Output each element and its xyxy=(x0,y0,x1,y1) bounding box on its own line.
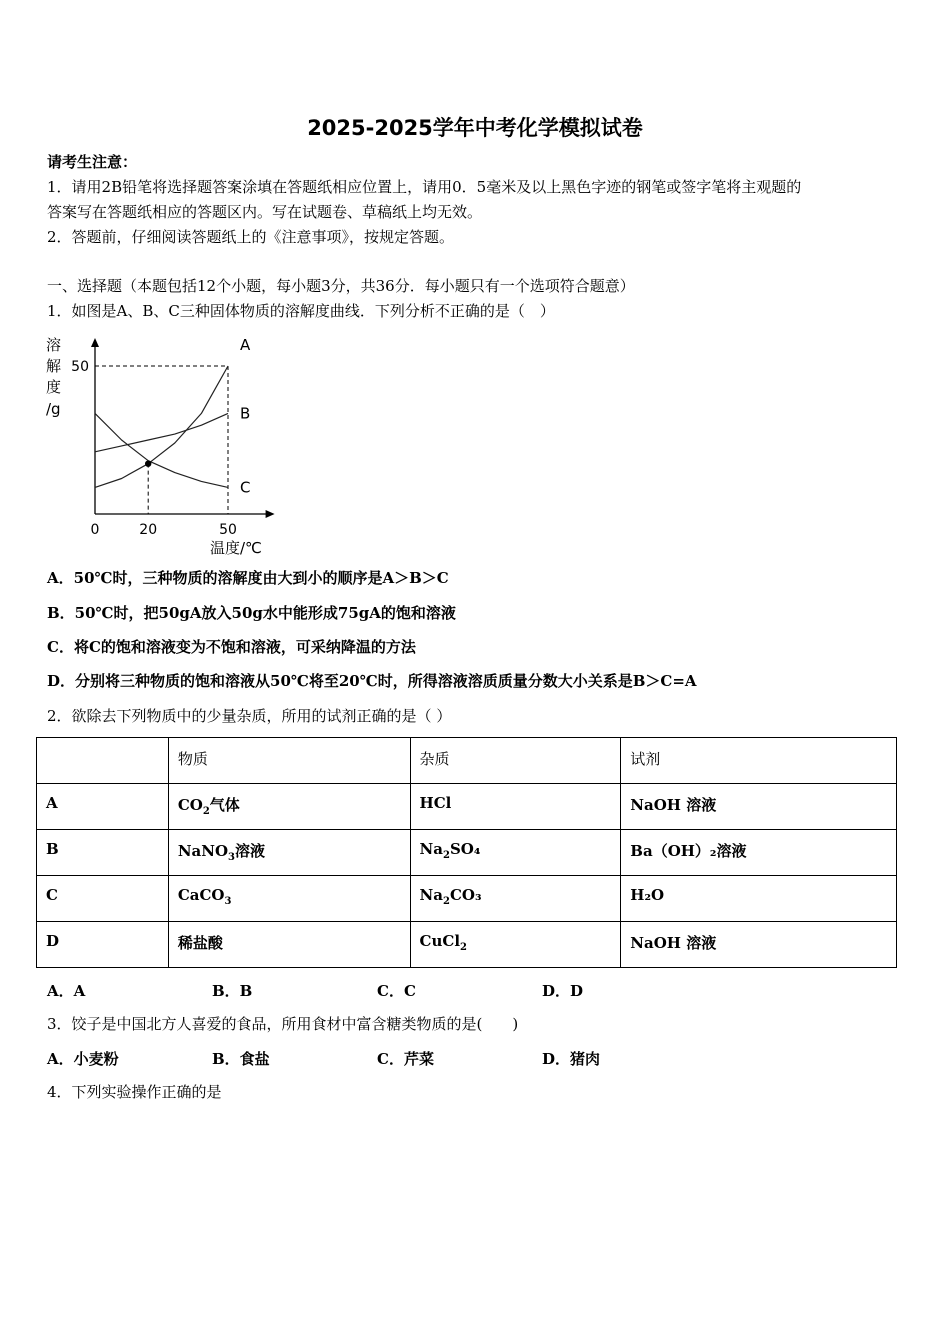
table-header-row xyxy=(37,738,897,784)
y-axis-label: 解 xyxy=(46,357,62,375)
y-axis-label: /g xyxy=(46,400,61,418)
notice-line-3: 2．答题前，仔细阅读答题纸上的《注意事项》，按规定答题。 xyxy=(47,228,455,246)
substance-cell: CaCO$_3$ xyxy=(168,876,410,922)
impurity-cell: $Na_2CO_3$ xyxy=(410,876,621,922)
solubility-chart xyxy=(40,328,290,558)
impurity-cell: CuCl$_2$ xyxy=(410,922,621,968)
series-label: C xyxy=(240,478,251,497)
table-header-cell: 试剂 xyxy=(621,738,897,784)
page-title: 2025-2025学年中考化学模拟试卷 xyxy=(307,116,643,140)
y-tick-label: 50 xyxy=(71,359,89,375)
row-label: D xyxy=(37,922,169,968)
x-axis-arrow-icon xyxy=(266,510,275,518)
q2-answer-d: D．D xyxy=(542,982,584,1000)
q2-table xyxy=(36,737,897,968)
table-row xyxy=(37,876,897,922)
reagent-cell: H₂O xyxy=(621,876,897,922)
x-tick-label: 0 xyxy=(90,522,100,538)
table-row xyxy=(37,784,897,830)
q1-stem: 1．如图是A、B、C三种固体物质的溶解度曲线．下列分析不正确的是（ ） xyxy=(47,302,555,320)
y-axis-label: 溶 xyxy=(46,336,62,354)
notice-line-1: 1．请用2B铅笔将选择题答案涂填在答题纸相应位置上，请用0．5毫米及以上黑色字迹的钢笔或签字笔将主观题的 xyxy=(47,178,802,196)
series-line xyxy=(95,413,228,487)
q2-answer-b: B．B xyxy=(212,982,253,1000)
x-tick-label: 20 xyxy=(139,522,158,538)
q1-option-d: D．分别将三种物质的饱和溶液从50℃将至20℃时，所得溶液溶质质量分数大小关系是B＞C=A xyxy=(47,672,697,690)
x-axis-label: 温度/℃ xyxy=(210,539,262,557)
q3-answer-d: D．猪肉 xyxy=(542,1050,601,1068)
q2-stem: 2．欲除去下列物质中的少量杂质，所用的试剂正确的是（ ） xyxy=(47,707,452,725)
row-label: A xyxy=(37,784,169,830)
intersection-point xyxy=(145,460,151,466)
q2-answer-c: C．C xyxy=(377,982,416,1000)
series-label: A xyxy=(240,336,251,354)
row-label: B xyxy=(37,830,169,876)
table-header-cell: 杂质 xyxy=(410,738,621,784)
q3-answer-b: B．食盐 xyxy=(212,1050,270,1068)
table-row xyxy=(37,830,897,876)
notice-heading: 请考生注意： xyxy=(47,153,138,171)
notice-line-2: 答案写在答题纸相应的答题区内。写在试题卷、草稿纸上均无效。 xyxy=(47,203,483,221)
table-row xyxy=(37,922,897,968)
substance-cell: $CO_2$气体 xyxy=(168,784,410,830)
q3-stem: 3．饺子是中国北方人喜爱的食品，所用食材中富含糖类物质的是( ) xyxy=(47,1015,519,1033)
q1-option-b: B．50℃时，把50gA放入50g水中能形成75gA的饱和溶液 xyxy=(47,604,456,622)
impurity-cell: HCl xyxy=(410,784,621,830)
q4-stem: 4．下列实验操作正确的是 xyxy=(47,1083,222,1101)
x-tick-label: 50 xyxy=(219,522,237,538)
impurity-cell: $Na_2SO_4$ xyxy=(410,830,621,876)
series-label: B xyxy=(240,404,251,423)
y-axis-arrow-icon xyxy=(91,338,99,347)
table-header-cell xyxy=(37,738,169,784)
q3-answer-c: C．芹菜 xyxy=(377,1050,434,1068)
q2-answer-a: A．A xyxy=(47,982,86,1000)
substance-cell: NaNO$_3$溶液 xyxy=(168,830,410,876)
reagent-cell: NaOH 溶液 xyxy=(621,922,897,968)
q1-option-a: A．50℃时，三种物质的溶解度由大到小的顺序是A＞B＞C xyxy=(47,569,449,587)
reagent-cell: Ba（OH）₂溶液 xyxy=(621,830,897,876)
series-line xyxy=(95,366,228,487)
row-label: C xyxy=(37,876,169,922)
table-header-cell: 物质 xyxy=(168,738,410,784)
section-heading: 一、选择题（本题包括12个小题，每小题3分，共36分．每小题只有一个选项符合题意） xyxy=(47,277,635,295)
q1-option-c: C．将C的饱和溶液变为不饱和溶液，可采纳降温的方法 xyxy=(47,638,416,656)
substance-cell: 稀盐酸 xyxy=(168,922,410,968)
y-axis-label: 度 xyxy=(46,378,62,396)
reagent-cell: NaOH 溶液 xyxy=(621,784,897,830)
q3-answer-a: A．小麦粉 xyxy=(47,1050,119,1068)
